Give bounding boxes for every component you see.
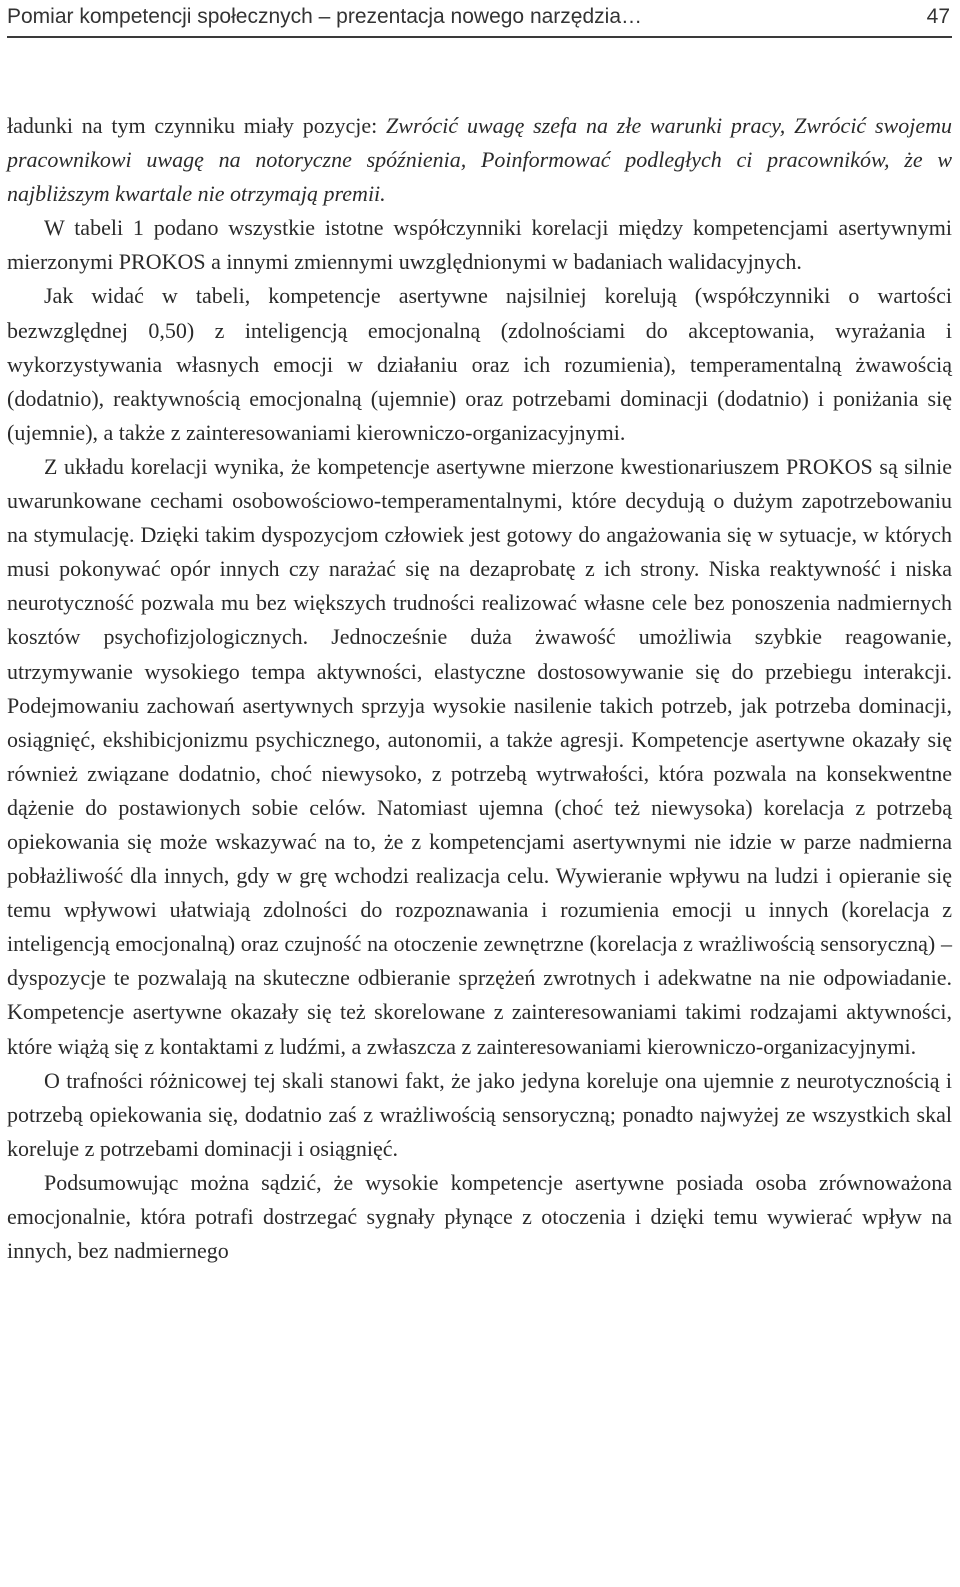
paragraph-continuation: [7, 109, 952, 211]
paragraph: Podsumowując można sądzić, że wysokie kompetencje asertywne posiada osoba zrównoważona emocjonalnie, która potrafi dostrzegać sygnały płynące z otoczenia i dzięki temu wywierać wpływ na innych, bez nadmiernego: [7, 1169, 952, 1264]
page-number: 47: [926, 5, 950, 28]
paragraph: Jak widać w tabeli, kompetencje asertywne najsilniej korelują (współczynniki o wartości bezwzględnej 0,50) z inteligencją emocjonalną (zdolnościami do akceptowania, wyrażania i wykorzystywania własnych emocji w działaniu oraz ich rozumienia), temperamentalną żwawością (dodatnio), reaktywnością emocjonalną (ujemnie) oraz potrzebami dominacji (dodatnio) i poniżania się (ujemnie), a także z zainteresowaniami kierowniczo-organizacyjnymi.: [7, 283, 952, 445]
paragraph-lead-text: ładunki na tym czynniku miały pozycje:: [7, 113, 387, 138]
page: [7, 0, 952, 1264]
running-header: [7, 0, 952, 38]
running-header-title: Pomiar kompetencji społecznych – prezentacja nowego narzędzia…: [7, 5, 643, 28]
paragraph: O trafności różnicowej tej skali stanowi fakt, że jako jedyna koreluje ona ujemnie z neurotycznością i potrzebą opiekowania się, dodatnio zaś z wrażliwością sensoryczną; ponadto najwyżej ze wszystkich skal koreluje z potrzebami dominacji i osiągnięć.: [7, 1067, 952, 1161]
paragraph-italic-items: Zwrócić uwagę szefa na złe warunki pracy, Zwrócić swojemu pracownikowi uwagę na notoryczne spóźnienia, Poinformować podległych ci pracowników, że w najbliższym kwartale nie otrzymają premii.: [7, 113, 952, 207]
body-text: [7, 109, 952, 1268]
paragraph: Z układu korelacji wynika, że kompetencje asertywne mierzone kwestionariuszem PROKOS są silnie uwarunkowane cechami osobowościowo-temperamentalnymi, które decydują o dużym zapotrzebowaniu na stymulację. Dzięki takim dyspozycjom człowiek jest gotowy do angażowania się w sytuacje, w których musi pokonywać opór innych czy narażać się na dezaprobatę z ich strony. Niska reaktywność i niska neurotyczność pozwala mu bez większych trudności realizować własne cele bez ponoszenia nadmiernych kosztów psychofizjologicznych. Jednocześnie duża żwawość umożliwia szybkie reagowanie, utrzymywanie wysokiego tempa aktywności, elastyczne dostosowywanie się do przebiegu interakcji. Podejmowaniu zachowań asertywnych sprzyja wysokie nasilenie takich potrzeb, jak potrzeba dominacji, osiągnięć, ekshibicjonizmu psychicznego, autonomii, a także agresji. Kompetencje asertywne okazały się również związane dodatnio, choć niewysoko, z potrzebą wytrwałości, która pozwala na konsekwentne dążenie do postawionych sobie celów. Natomiast ujemna (choć też niewysoka) korelacja z potrzebą opiekowania się może wskazywać na to, że z kompetencjami asertywnymi nie idzie w parze nadmierna pobłażliwość dla innych, gdy w grę wchodzi realizacja celu. Wywieranie wpływu na ludzi i opieranie się temu wpływowi ułatwiają zdolności do rozpoznawania i rozumienia emocji u innych (korelacja z inteligencją emocjonalną) oraz czujność na otoczenie zewnętrzne (korelacja z wrażliwością sensoryczną) – dyspozycje te pozwalają na skuteczne odbieranie sprzężeń zwrotnych i adekwatne na nie odpowiadanie. Kompetencje asertywne okazały się też skorelowane z zainteresowaniami takimi rodzajami aktywności, które wiążą się z kontaktami z ludźmi, a zwłaszcza z zainteresowaniami kierowniczo-organizacyjnymi.: [7, 453, 952, 1059]
paragraph: W tabeli 1 podano wszystkie istotne współczynniki korelacji między kompetencjami asertywnymi mierzonymi PROKOS a innymi zmiennymi uwzględnionymi w badaniach walidacyjnych.: [7, 215, 952, 275]
